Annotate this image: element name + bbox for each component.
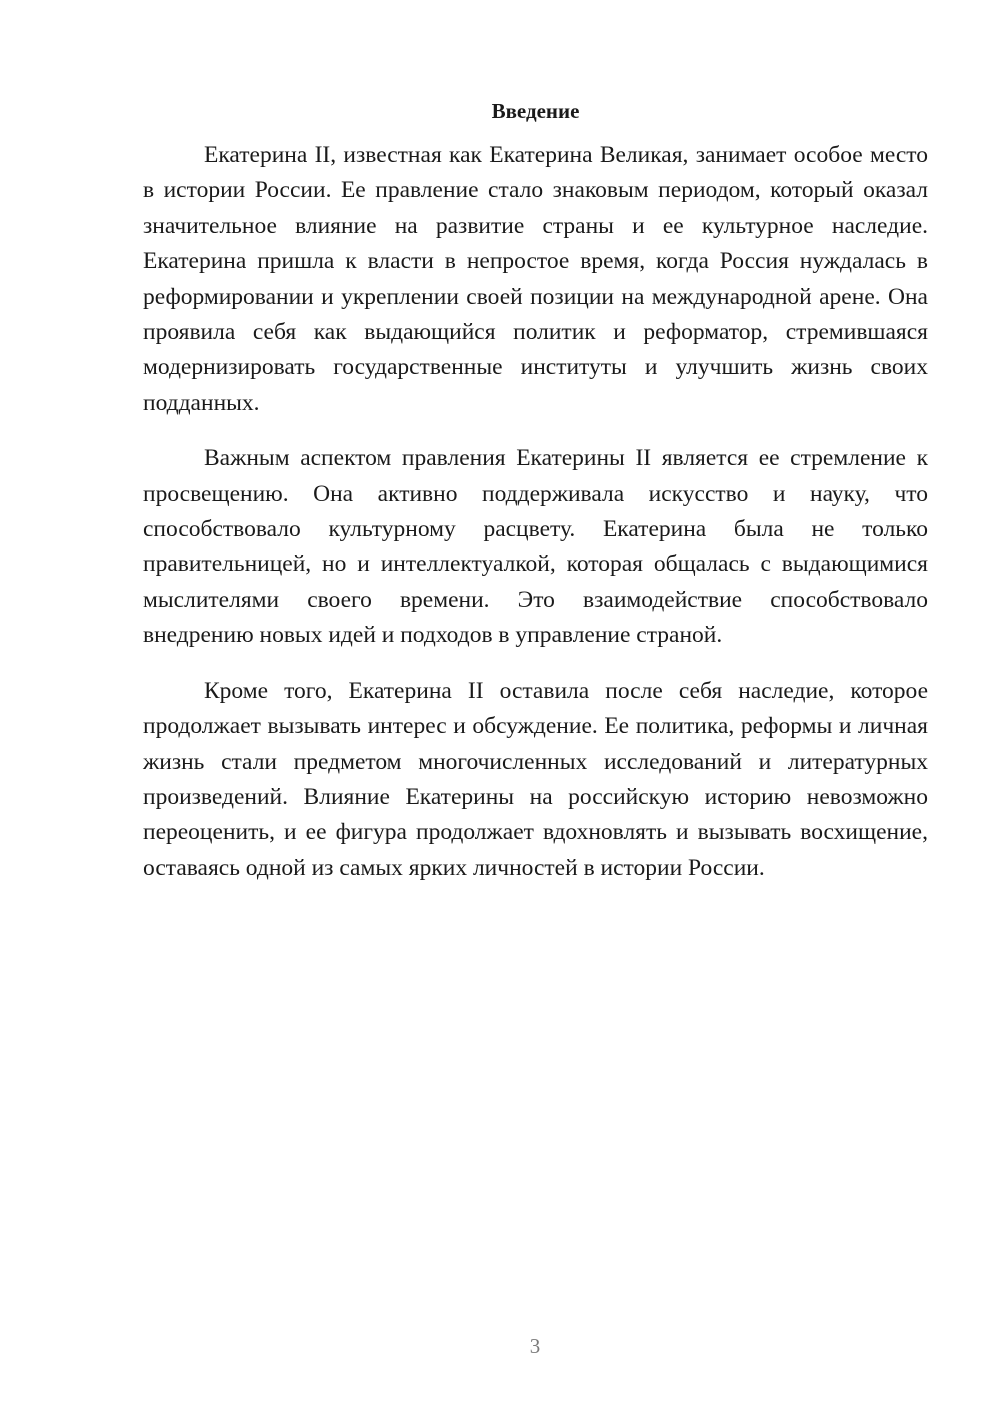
page-content	[143, 96, 928, 906]
page-number: 3	[529, 1334, 541, 1358]
section-title: Введение	[491, 99, 580, 123]
paragraph-1: Екатерина II, известная как Екатерина Великая, занимает особое место в истории России. Ее правление стало знаковым периодом, который оказал значительное влияние на развитие страны и ее культурное наследие. Екатерина пришла к власти в непростое время, когда Россия нуждалась в реформировании и укреплении своей позиции на международной арене. Она проявила себя как выдающийся политик и реформатор, стремившаяся модернизировать государственные институты и улучшить жизнь своих подданных.	[143, 142, 928, 416]
paragraph-2: Важным аспектом правления Екатерины II является ее стремление к просвещению. Она активно поддерживала искусство и науку, что способствовало культурному расцвету. Екатерина была не только правительницей, но и интеллектуалкой, которая общалась с выдающимися мыслителями своего времени. Это взаимодействие способствовало внедрению новых идей и подходов в управление страной.	[143, 445, 928, 649]
paragraph-3: Кроме того, Екатерина II оставила после себя наследие, которое продолжает вызывать интерес и обсуждение. Ее политика, реформы и личная жизнь стали предметом многочисленных исследований и литературных произведений. Влияние Екатерины на российскую историю невозможно переоценить, и ее фигура продолжает вдохновлять и вызывать восхищение, оставаясь одной из самых ярких личностей в истории России.	[143, 677, 928, 881]
